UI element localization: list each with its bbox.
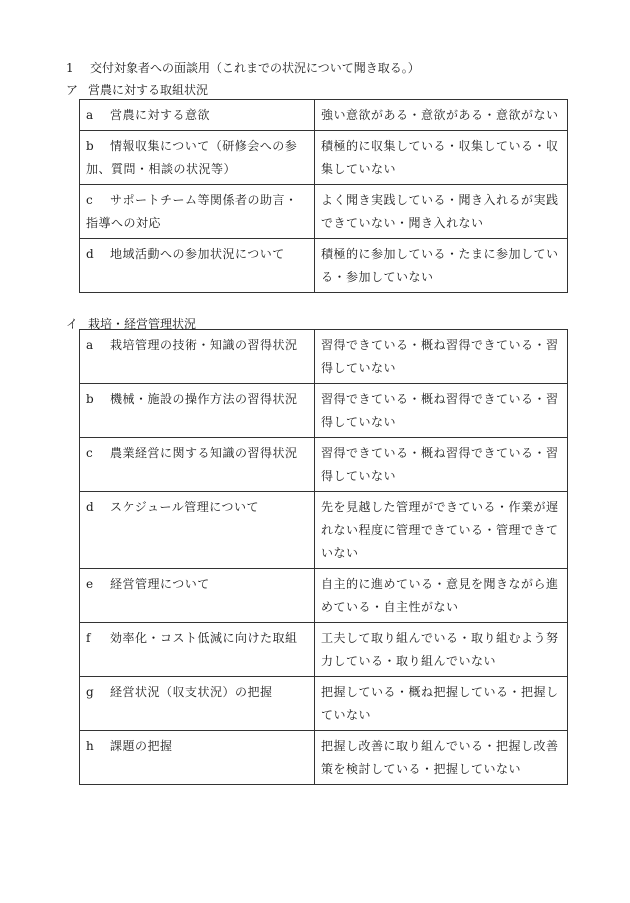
item-text: 効率化・コスト低減に向けた取組 [110,631,298,645]
options-cell: 習得できている・概ね習得できている・習得していない [315,330,568,384]
item-letter: g [86,685,95,699]
options-cell: 把握し改善に取り組んでいる・把握し改善策を検討している・把握していない [315,731,568,785]
options-cell: 把握している・概ね把握している・把握していない [315,677,568,731]
table-row [80,330,568,384]
item-text: 情報収集について（研修会への参加、質問・相談の状況等） [86,139,298,176]
item-text: スケジュール管理について [110,500,260,514]
item-cell [80,492,315,569]
item-text: 経営管理について [110,577,210,591]
table-row [80,677,568,731]
table-row [80,438,568,492]
table-row [80,100,568,131]
table-row [80,185,568,239]
item-cell [80,623,315,677]
section-1-title: 交付対象者への面談用（これまでの状況について聞き取る。） [90,61,420,75]
item-text: 栽培管理の技術・知識の習得状況 [110,338,298,352]
options-cell: 習得できている・概ね習得できている・習得していない [315,384,568,438]
section-a-marker: ア [66,83,79,97]
table-row [80,731,568,785]
item-text: 機械・施設の操作方法の習得状況 [110,392,298,406]
section-b-table [79,329,568,785]
item-text: サポートチーム等関係者の助言・指導への対応 [86,193,298,230]
item-text: 営農に対する意欲 [110,108,211,122]
item-letter: h [86,739,95,753]
section-a-title: 営農に対する取組状況 [88,83,209,97]
options-cell: 自主的に進めている・意見を聞きながら進めている・自主性がない [315,569,568,623]
item-letter: e [86,577,94,591]
options-cell: 積極的に参加している・たまに参加している・参加していない [315,239,568,293]
item-letter: c [86,446,94,460]
item-letter: b [86,392,95,406]
item-letter: b [86,139,95,153]
table-row [80,239,568,293]
item-letter: f [86,631,91,645]
item-cell [80,731,315,785]
item-letter: a [86,338,94,352]
section-b-marker: イ [66,317,79,331]
item-cell [80,677,315,731]
item-cell [80,438,315,492]
options-cell: よく聞き実践している・聞き入れるが実践できていない・聞き入れない [315,185,568,239]
section-a-heading [66,82,208,98]
options-cell: 先を見越した管理ができている・作業が遅れない程度に管理できている・管理できていない [315,492,568,569]
item-text: 地域活動への参加状況について [110,247,285,261]
item-cell [80,569,315,623]
table-row [80,384,568,438]
item-cell [80,330,315,384]
options-cell: 積極的に収集している・収集している・収集していない [315,131,568,185]
section-1-number: 1 [66,61,74,75]
item-letter: c [86,193,94,207]
item-letter: d [86,500,95,514]
section-a-table [79,99,568,293]
item-cell [80,239,315,293]
item-text: 課題の把握 [110,739,173,753]
item-text: 経営状況（収支状況）の把握 [110,685,273,699]
item-cell [80,131,315,185]
item-text: 農業経営に関する知識の習得状況 [110,446,298,460]
table-row [80,623,568,677]
options-cell: 習得できている・概ね習得できている・習得していない [315,438,568,492]
item-cell [80,384,315,438]
item-cell [80,100,315,131]
options-cell: 工夫して取り組んでいる・取り組むよう努力している・取り組んでいない [315,623,568,677]
table-row [80,492,568,569]
section-b-title: 栽培・経営管理状況 [88,317,197,331]
item-letter: a [86,108,94,122]
item-letter: d [86,247,95,261]
options-cell: 強い意欲がある・意欲がある・意欲がない [315,100,568,131]
table-row [80,569,568,623]
table-row [80,131,568,185]
item-cell [80,185,315,239]
section-1-heading [66,60,420,76]
